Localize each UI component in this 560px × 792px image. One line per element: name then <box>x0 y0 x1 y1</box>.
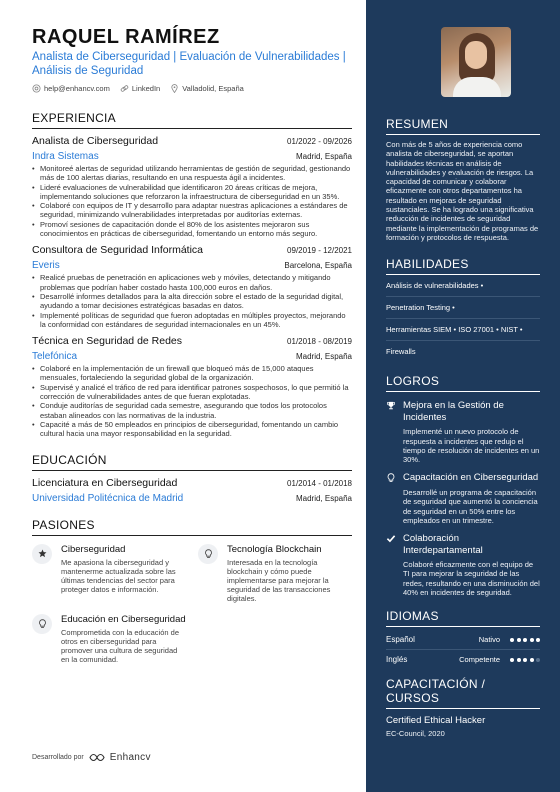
language-level: Nativo <box>478 635 500 645</box>
education-entry <box>32 477 352 504</box>
rating-dot <box>530 658 534 662</box>
rating-dot <box>530 638 534 642</box>
checkmark-icon <box>386 533 396 543</box>
passion-description: Comprometida con la educación de otros en ciberseguridad para promover una cultura de seguridad en la comunidad. <box>61 627 179 665</box>
rating-dot <box>517 638 521 642</box>
course-title: Certified Ethical Hacker <box>386 715 486 727</box>
at-icon <box>32 84 41 93</box>
skill-item: Firewalls <box>386 347 416 357</box>
job-bullets <box>32 364 352 438</box>
contact-location <box>170 84 244 93</box>
rating-dot <box>517 658 521 662</box>
location-pin-icon <box>170 84 179 93</box>
job-entry <box>32 335 352 438</box>
summary-heading: RESUMEN <box>386 117 540 135</box>
enhancv-logo-icon <box>89 753 105 762</box>
contact-linkedin[interactable] <box>120 84 160 93</box>
language-rating <box>510 638 540 642</box>
education-heading: EDUCACIÓN <box>32 453 352 471</box>
skills-heading: HABILIDADES <box>386 257 540 275</box>
job-dates: 01/2018 - 08/2019 <box>287 337 352 347</box>
achievement-description: Desarrollé un programa de capacitación de seguridad que aumentó la conciencia de seguridad en un 50% entre los empleados en un trimestre. <box>403 487 538 525</box>
achievement-title: Colaboración Interdepartamental <box>403 533 483 556</box>
trophy-icon <box>386 400 396 410</box>
bullet: • Desarrollé informes detallados para la alta dirección sobre el estado de la seguridad digital, ayudando a tomar decisiones estratégicas basadas en datos. <box>32 292 352 311</box>
bullet: • Conduje auditorías de seguridad cada semestre, asegurando que todos los protocolos estaban alineados con las normativas de la industria. <box>32 401 352 420</box>
bullet: • Implementé políticas de seguridad que fueron adoptadas en múltiples proyectos, mejorando la conformidad con estándares de seguridad internacionales en un 45%. <box>32 311 352 330</box>
candidate-name: RAQUEL RAMÍREZ <box>32 26 220 48</box>
course-issuer: EC-Council, 2020 <box>386 729 445 739</box>
summary-text: Con más de 5 años de experiencia como analista de ciberseguridad, se aportan habilidades técnicas en análisis de vulnerabilidades y evaluación de riesgos. La capacidad de comunicar y colaborar eficazmente con otros departamentos ha resultado en mejoras de seguridad sustanciales. Se ha logrado una significativa reducción de incidentes de seguridad mediante la implementación de programas de formación y protocolos de respuesta. <box>386 140 539 242</box>
job-location: Madrid, España <box>295 352 352 362</box>
achievement-description: Colaboré eficazmente con el equipo de TI para mejorar la seguridad de las redes, resultando en una disminución del 40% en incidentes de seguridad. <box>403 560 540 598</box>
skills-list <box>386 275 540 362</box>
passions-grid <box>32 544 352 665</box>
education-location: Madrid, España <box>295 493 352 503</box>
job-bullets <box>32 164 352 238</box>
bullet: • Supervisé y analicé el tráfico de red para identificar patrones sospechosos, lo que permitió la corrección de vulnerabilidades antes de que fueran explotadas. <box>32 383 352 402</box>
lightbulb-icon <box>198 544 218 564</box>
company-name: Everis <box>32 260 60 272</box>
rating-dot <box>523 658 527 662</box>
bullet: • Realicé pruebas de penetración en aplicaciones web y móviles, detectando y mitigando problemas que podrían haber costado hasta 100,000 euros en daños. <box>32 273 352 292</box>
language-name: Español <box>386 635 415 645</box>
lightbulb-icon <box>32 614 52 634</box>
courses-heading: CAPACITACIÓN / CURSOS <box>386 677 540 709</box>
school-name: Universidad Politécnica de Madrid <box>32 492 184 504</box>
sidebar <box>366 0 560 792</box>
skill-item: Penetration Testing • <box>386 297 540 319</box>
languages-list <box>386 630 540 669</box>
rating-dot <box>510 638 514 642</box>
passion-item <box>32 544 186 604</box>
contact-email[interactable] <box>32 84 110 93</box>
passion-item <box>32 614 186 665</box>
job-location: Madrid, España <box>295 152 352 161</box>
job-dates: 01/2022 - 09/2026 <box>287 137 352 146</box>
achievements-heading: LOGROS <box>386 374 540 392</box>
job-bullets <box>32 273 352 329</box>
candidate-title: Analista de Ciberseguridad | Evaluación de Vulnerabilidades | Análisis de Seguridad <box>32 51 346 77</box>
bullet: • Lideré evaluaciones de vulnerabilidad que identificaron 20 áreas críticas de mejora, implementando soluciones que reforzaron la infraestructura de ciberseguridad en un 35%. <box>32 183 352 202</box>
company-name: Telefónica <box>32 351 78 363</box>
language-item <box>386 650 540 669</box>
rating-dot <box>536 658 540 662</box>
job-dates: 09/2019 - 12/2021 <box>287 246 352 256</box>
achievement-item <box>386 400 540 464</box>
bullet: • Colaboré con equipos de IT y desarrollo para adaptar nuestras aplicaciones a estándares de seguridad, minimizando vulnerabilidades interpretadas por auditorías externas. <box>32 201 352 220</box>
experience-heading: EXPERIENCIA <box>32 111 352 129</box>
bullet: • Colaboré en la implementación de un firewall que bloqueó más de 15,000 ataques mensuales, fortaleciendo la seguridad global de la organización. <box>32 364 352 383</box>
lightbulb-icon <box>386 472 396 483</box>
degree-title: Licenciatura en Ciberseguridad <box>32 476 178 489</box>
passion-description: Me apasiona la ciberseguridad y mantenerme actualizada sobre las últimas tendencias del sector para proteger datos e información. <box>61 557 176 595</box>
achievement-title: Capacitación en Ciberseguridad <box>403 472 539 484</box>
contact-bar <box>32 84 352 93</box>
job-location: Barcelona, España <box>284 261 352 271</box>
passions-heading: PASIONES <box>32 518 352 536</box>
passion-description: Interesada en la tecnología blockchain y cómo puede implementarse para mejorar la seguridad de las transacciones digitales. <box>227 557 331 604</box>
star-icon <box>32 544 52 564</box>
skill-item: Análisis de vulnerabilidades • <box>386 275 540 297</box>
skill-item: Herramientas SIEM • ISO 27001 • NIST • <box>386 319 540 341</box>
rating-dot <box>523 638 527 642</box>
job-title: Técnica en Seguridad de Redes <box>32 335 183 348</box>
education-dates: 01/2014 - 01/2018 <box>287 478 352 488</box>
brand-name: Enhancv <box>109 752 151 763</box>
language-name: Inglés <box>386 655 408 665</box>
rating-dot <box>510 658 514 662</box>
passion-title: Ciberseguridad <box>61 543 126 555</box>
language-item <box>386 630 540 650</box>
job-entry <box>32 244 352 329</box>
passion-title: Tecnología Blockchain <box>227 543 322 555</box>
bullet: • Capacité a más de 50 empleados en principios de ciberseguridad, fomentando un cambio cultural hacia una mayor responsabilidad en la seguridad. <box>32 420 352 439</box>
job-title: Analista de Ciberseguridad <box>32 135 159 147</box>
contact-location-text: Valladolid, España <box>182 84 244 93</box>
bullet: • Monitoreé alertas de seguridad utilizando herramientas de gestión de seguridad, gestionando más de 100 alertas diarias, resultando en una respuesta ágil a incidentes. <box>32 164 352 183</box>
job-entry <box>32 135 352 238</box>
achievement-title: Mejora en la Gestión de Incidentes <box>403 400 504 423</box>
rating-dot <box>536 638 540 642</box>
achievement-item <box>386 533 540 597</box>
contact-email-text: help@enhancv.com <box>44 84 110 93</box>
job-title: Consultora de Seguridad Informática <box>32 244 204 257</box>
passion-item <box>198 544 352 604</box>
achievement-item <box>386 472 540 525</box>
contact-linkedin-text: LinkedIn <box>131 84 161 93</box>
passion-title: Educación en Ciberseguridad <box>61 613 186 625</box>
achievement-description: Implementé un nuevo protocolo de respuesta a incidentes que redujo el tiempo de resolución de incidentes en un 30%. <box>403 427 540 465</box>
profile-photo <box>441 27 511 97</box>
languages-heading: IDIOMAS <box>386 609 540 627</box>
language-level: Competente <box>459 655 500 665</box>
link-icon <box>120 84 129 93</box>
bullet: • Promoví sesiones de capacitación donde el 80% de los asistentes mejoraron sus conocimientos en prácticas de ciberseguridad, fomentando un entorno más seguro. <box>32 220 352 239</box>
company-name: Indra Sistemas <box>32 151 99 162</box>
language-rating <box>510 658 540 662</box>
powered-by-label: Desarrollado por <box>32 754 84 761</box>
